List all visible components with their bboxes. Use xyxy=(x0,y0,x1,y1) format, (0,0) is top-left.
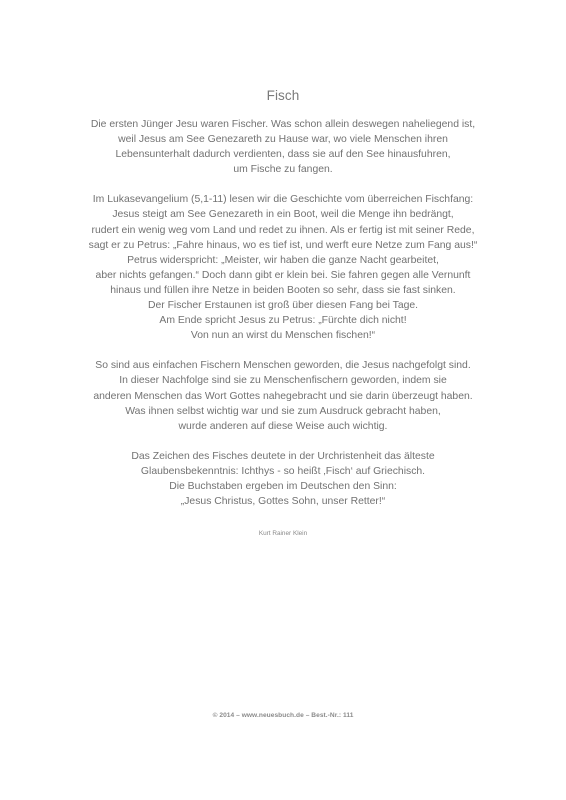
copyright-footer: © 2014 – www.neuesbuch.de – Best.-Nr.: 111 xyxy=(212,712,354,719)
text-line: Am Ende spricht Jesus zu Petrus: „Fürchte dich nicht! xyxy=(159,315,407,327)
text-line: In dieser Nachfolge sind sie zu Menschenfischern geworden, indem sie xyxy=(119,375,447,387)
author-name: Kurt Rainer Klein xyxy=(258,530,308,537)
text-line: Glaubensbekenntnis: Ichthys - so heißt ‚Fisch‘ auf Griechisch. xyxy=(140,465,426,477)
text-line: Petrus widerspricht: „Meister, wir haben die ganze Nacht gearbeitet, xyxy=(127,254,439,266)
paragraph-4 xyxy=(60,449,506,509)
paragraph-2 xyxy=(60,192,506,343)
text-line: So sind aus einfachen Fischern Menschen geworden, die Jesus nachgefolgt sind. xyxy=(95,360,471,372)
page-title: Fisch xyxy=(266,88,300,103)
text-line: hinaus und füllen ihre Netze in beiden Booten so sehr, dass sie fast sinken. xyxy=(110,284,456,296)
text-line: sagt er zu Petrus: „Fahre hinaus, wo es tief ist, und werft eure Netze zum Fang aus!“ xyxy=(88,239,478,251)
text-line: Die Buchstaben ergeben im Deutschen den Sinn: xyxy=(169,480,397,492)
text-line: Im Lukasevangelium (5,1-11) lesen wir die Geschichte vom überreichen Fischfang: xyxy=(92,194,474,206)
text-line: anderen Menschen das Wort Gottes nahegebracht und sie darin überzeugt haben. xyxy=(93,390,473,402)
text-line: Von nun an wirst du Menschen fischen!“ xyxy=(190,330,376,342)
paragraph-1 xyxy=(60,117,506,177)
text-line: wurde anderen auf diese Weise auch wichtig. xyxy=(178,420,388,432)
body-text xyxy=(60,117,506,524)
text-line: Das Zeichen des Fisches deutete in der Urchristenheit das älteste xyxy=(131,450,435,462)
text-line: weil Jesus am See Genezareth zu Hause war, wo viele Menschen ihren xyxy=(118,134,448,146)
text-line: Jesus steigt am See Genezareth in ein Boot, weil die Menge ihn bedrängt, xyxy=(112,209,454,221)
text-line: Lebensunterhalt dadurch verdienten, dass sie auf den See hinausfuhren, xyxy=(115,149,451,161)
text-line: „Jesus Christus, Gottes Sohn, unser Retter!“ xyxy=(180,496,386,508)
text-line: um Fische zu fangen. xyxy=(233,164,333,176)
text-line: aber nichts gefangen.“ Doch dann gibt er klein bei. Sie fahren gegen alle Vernunft xyxy=(95,269,471,281)
paragraph-3 xyxy=(60,358,506,433)
text-line: Was ihnen selbst wichtig war und sie zum Ausdruck gebracht haben, xyxy=(125,405,441,417)
text-line: Der Fischer Erstaunen ist groß über diesen Fang bei Tage. xyxy=(147,300,419,312)
text-line: rudert ein wenig weg vom Land und redet zu ihnen. Als er fertig ist mit seiner Rede, xyxy=(91,224,475,236)
text-line: Die ersten Jünger Jesu waren Fischer. Was schon allein deswegen naheliegend ist, xyxy=(90,119,476,130)
